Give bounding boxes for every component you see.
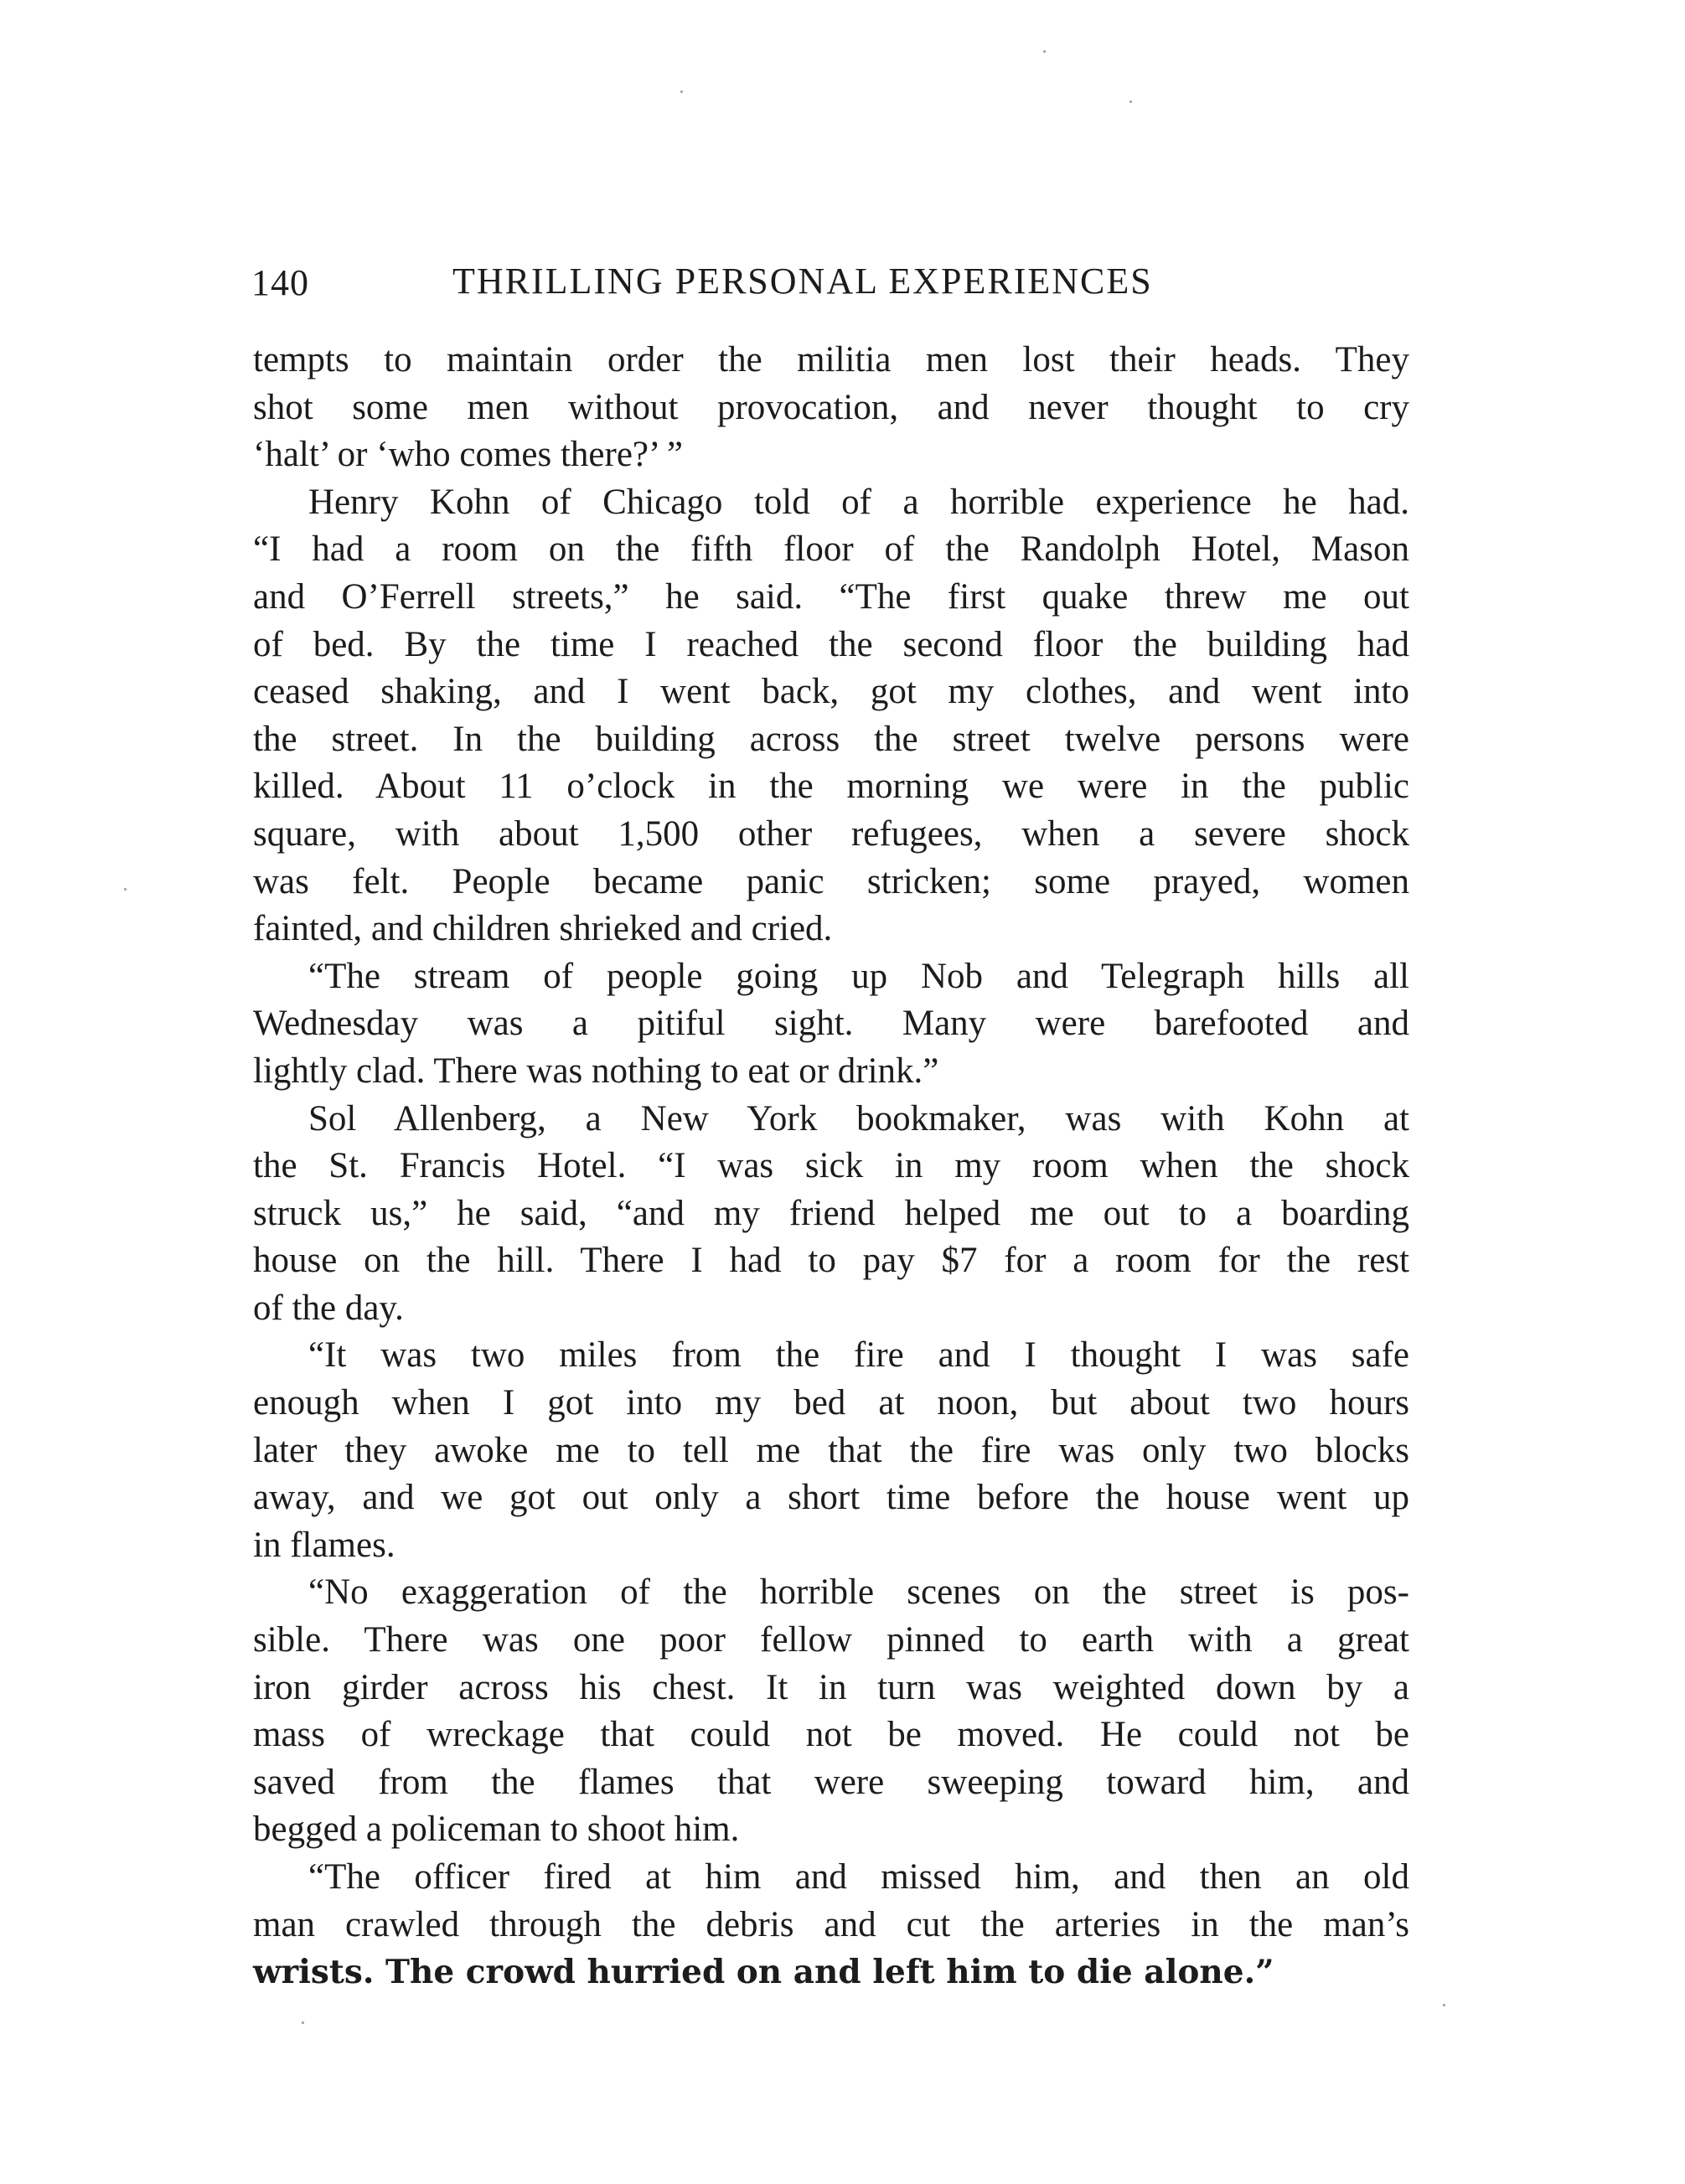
text-line: the street. In the building across the street twelve persons were <box>253 719 1409 759</box>
text-line: ‘halt’ or ‘who comes there?’ ” <box>253 435 683 475</box>
scan-speck <box>680 90 683 93</box>
text-line: sible. There was one poor fellow pinned to earth with a great <box>253 1620 1409 1660</box>
text-line: Henry Kohn of Chicago told of a horrible experience he had. <box>308 482 1409 522</box>
scan-speck <box>1443 2004 1445 2006</box>
text-line: ceased shaking, and I went back, got my clothes, and went into <box>253 672 1409 712</box>
text-line: killed. About 11 o’clock in the morning we were in the public <box>253 767 1409 807</box>
text-line: enough when I got into my bed at noon, but about two hours <box>253 1383 1409 1423</box>
text-line: “The officer fired at him and missed him, and then an old <box>308 1857 1409 1897</box>
text-line: the St. Francis Hotel. “I was sick in my room when the shock <box>253 1146 1409 1186</box>
scan-speck <box>124 888 127 891</box>
scan-speck <box>1043 50 1046 53</box>
body-text <box>253 337 1409 1996</box>
text-line: mass of wreckage that could not be moved. He could not be <box>253 1715 1409 1755</box>
text-line: away, and we got out only a short time before the house went up <box>253 1478 1409 1518</box>
text-line: “The stream of people going up Nob and Telegraph hills all <box>308 956 1409 996</box>
text-line: struck us,” he said, “and my friend helped me out to a boarding <box>253 1193 1409 1233</box>
text-line: lightly clad. There was nothing to eat or drink.” <box>253 1051 939 1091</box>
scan-speck <box>302 2021 304 2024</box>
text-line: wrists. The crowd hurried on and left him to die alone.” <box>253 1953 1274 1992</box>
text-line: “I had a room on the fifth floor of the Randolph Hotel, Mason <box>253 529 1409 570</box>
text-line: house on the hill. There I had to pay $7 for a room for the rest <box>253 1241 1409 1281</box>
text-line: “It was two miles from the fire and I thought I was safe <box>308 1335 1409 1376</box>
text-line: and O’Ferrell streets,” he said. “The first quake threw me out <box>253 576 1409 617</box>
text-line: in flames. <box>253 1525 395 1565</box>
text-line: fainted, and children shrieked and cried. <box>253 909 833 949</box>
page-number: 140 <box>251 262 309 303</box>
text-line: “No exaggeration of the horrible scenes on the street is pos- <box>308 1572 1409 1613</box>
text-line: later they awoke me to tell me that the fire was only two blocks <box>253 1430 1409 1470</box>
text-line: of bed. By the time I reached the second floor the building had <box>253 624 1409 664</box>
text-line: tempts to maintain order the militia men lost their heads. They <box>253 340 1409 379</box>
page-header <box>251 251 1424 318</box>
scan-speck <box>1129 101 1132 103</box>
running-head: THRILLING PERSONAL EXPERIENCES <box>452 261 1153 302</box>
text-line: was felt. People became panic stricken; some prayed, women <box>253 861 1409 901</box>
text-line: shot some men without provocation, and never thought to cry <box>253 387 1409 427</box>
text-line: iron girder across his chest. It in turn was weighted down by a <box>253 1667 1409 1707</box>
text-line: saved from the flames that were sweeping toward him, and <box>253 1762 1409 1802</box>
text-line: Sol Allenberg, a New York bookmaker, was with Kohn at <box>308 1098 1409 1138</box>
text-line: of the day. <box>253 1288 404 1328</box>
text-line: square, with about 1,500 other refugees, when a severe shock <box>253 813 1409 854</box>
text-line: man crawled through the debris and cut the arteries in the man’s <box>253 1904 1409 1944</box>
text-line: Wednesday was a pitiful sight. Many were barefooted and <box>253 1004 1409 1044</box>
text-line: begged a policeman to shoot him. <box>253 1810 740 1850</box>
